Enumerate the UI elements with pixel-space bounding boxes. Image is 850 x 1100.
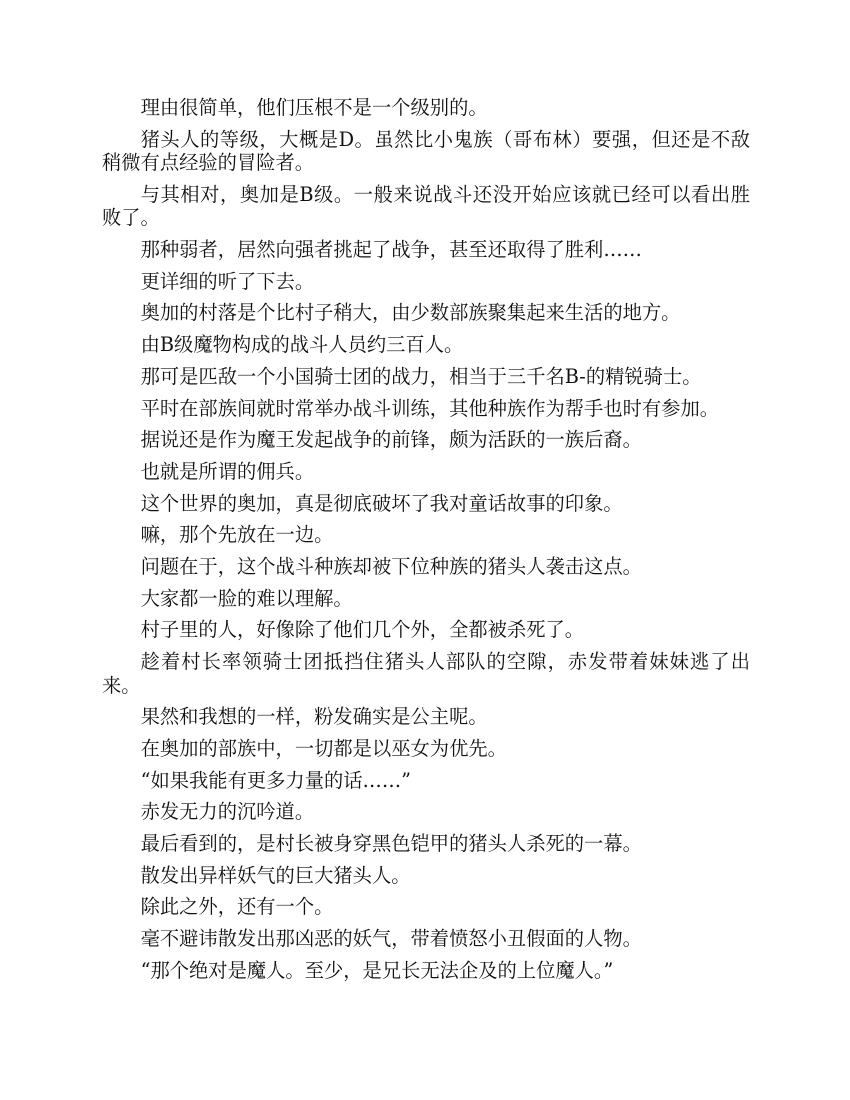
- paragraph: 理由很简单，他们压根不是一个级别的。: [140, 96, 488, 119]
- paragraph: 据说还是作为魔王发起战争的前锋，颇为活跃的一族后裔。: [140, 428, 642, 452]
- paragraph: 趁着村长率领骑士团抵挡住猪头人部队的空隙，赤发带着妹妹逃了出来。: [102, 650, 750, 697]
- paragraph: 那可是匹敌一个小国骑士团的战力，相当于三千名B-的精锐骑士。: [140, 364, 702, 388]
- paragraph: 平时在部族间就时常举办战斗训练，其他种族作为帮手也时有参加。: [140, 396, 720, 420]
- paragraph: 那种弱者，居然向强者挑起了战争，甚至还取得了胜利……: [140, 238, 642, 262]
- paragraph: 嘛，那个先放在一边。: [140, 523, 334, 547]
- paragraph: 在奥加的部族中，一切都是以巫女为优先。: [140, 736, 507, 760]
- paragraph: 问题在于，这个战斗种族却被下位种族的猪头人袭击这点。: [140, 554, 642, 578]
- paragraph: 这个世界的奥加，真是彻底破坏了我对童话故事的印象。: [140, 491, 623, 515]
- paragraph: 大家都一脸的难以理解。: [140, 586, 353, 610]
- document-body: [102, 96, 750, 990]
- paragraph: 散发出异样妖气的巨大猪头人。: [140, 863, 411, 887]
- paragraph: “那个绝对是魔人。至少，是兄长无法企及的上位魔人。”: [140, 958, 614, 982]
- paragraph: 果然和我想的一样，粉发确实是公主呢。: [140, 705, 488, 729]
- paragraph: 由B级魔物构成的战斗人员约三百人。: [140, 333, 464, 357]
- paragraph: 也就是所谓的佣兵。: [140, 459, 315, 483]
- paragraph: 猪头人的等级，大概是D。虽然比小鬼族（哥布林）要强，但还是不敌稍微有点经验的冒险者。: [102, 127, 750, 175]
- paragraph: 更详细的听了下去。: [140, 269, 315, 293]
- paragraph: 最后看到的，是村长被身穿黑色铠甲的猪头人杀死的一幕。: [140, 831, 642, 855]
- paragraph: 与其相对，奥加是B级。一般来说战斗还没开始应该就已经可以看出胜败了。: [102, 182, 750, 230]
- paragraph: 赤发无力的沉吟道。: [140, 800, 315, 824]
- paragraph: 奥加的村落是个比村子稍大，由少数部族聚集起来生活的地方。: [140, 301, 681, 325]
- paragraph: 毫不避讳散发出那凶恶的妖气，带着愤怒小丑假面的人物。: [140, 927, 642, 950]
- paragraph: “如果我能有更多力量的话……”: [140, 768, 411, 792]
- paragraph: 村子里的人，好像除了他们几个外，全都被杀死了。: [140, 618, 585, 642]
- paragraph: 除此之外，还有一个。: [140, 895, 334, 919]
